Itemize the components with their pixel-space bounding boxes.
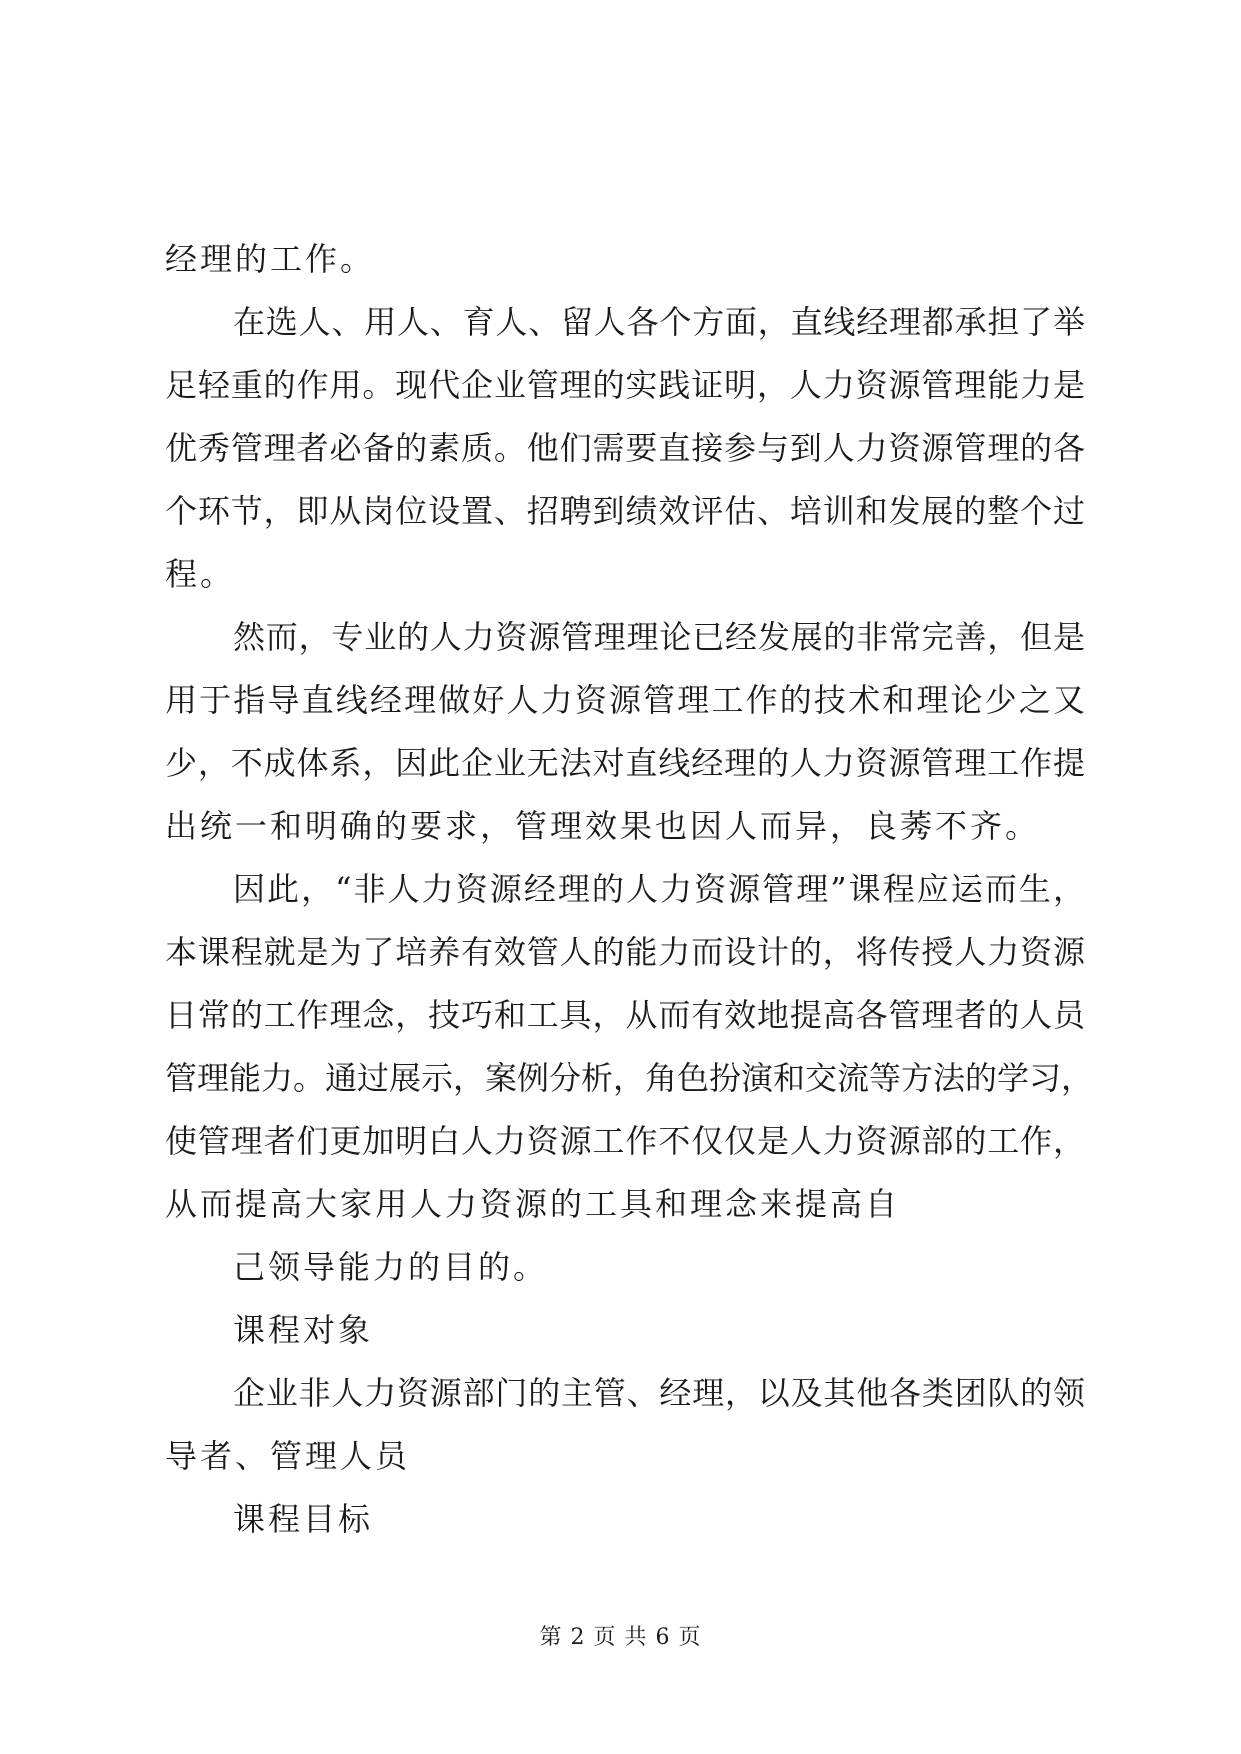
paragraph-line: 在选人、用人、育人、留人各个方面，直线经理都承担了举 <box>233 303 1085 341</box>
section-heading: 课程对象 <box>233 1311 374 1349</box>
text-line: 经理的工作。 <box>165 240 376 278</box>
paragraph-line: 出统一和明确的要求，管理效果也因人而异，良莠不齐。 <box>165 807 1041 845</box>
paragraph-line: 因此，“非人力资源经理的人力资源管理”课程应运而生， <box>233 870 1085 908</box>
paragraph-line: 程。 <box>165 555 236 593</box>
paragraph-line: 本课程就是为了培养有效管人的能力而设计的，将传授人力资源 <box>165 933 1085 971</box>
paragraph-line: 从而提高大家用人力资源的工具和理念来提高自 <box>165 1185 901 1223</box>
paragraph-line: 足轻重的作用。现代企业管理的实践证明，人力资源管理能力是 <box>165 366 1085 404</box>
paragraph-line: 然而，专业的人力资源管理理论已经发展的非常完善，但是 <box>233 618 1085 656</box>
document-body <box>165 228 1094 1551</box>
paragraph-line: 使管理者们更加明白人力资源工作不仅仅是人力资源部的工作， <box>165 1122 1085 1160</box>
paragraph-line: 导者、管理人员 <box>165 1437 411 1475</box>
paragraph-line: 少，不成体系，因此企业无法对直线经理的人力资源管理工作提 <box>165 744 1085 782</box>
paragraph-line: 己领导能力的目的。 <box>233 1248 549 1286</box>
section-heading: 课程目标 <box>233 1500 374 1538</box>
page-footer: 第 2 页 共 6 页 <box>539 1625 702 1650</box>
paragraph-line: 优秀管理者必备的素质。他们需要直接参与到人力资源管理的各 <box>165 429 1085 467</box>
paragraph-line: 日常的工作理念，技巧和工具，从而有效地提高各管理者的人员 <box>165 996 1085 1034</box>
paragraph-line: 管理能力。通过展示，案例分析，角色扮演和交流等方法的学习， <box>165 1059 1094 1097</box>
paragraph-line: 用于指导直线经理做好人力资源管理工作的技术和理论少之又 <box>165 681 1085 719</box>
paragraph-line: 企业非人力资源部门的主管、经理，以及其他各类团队的领 <box>233 1374 1085 1412</box>
paragraph-line: 个环节，即从岗位设置、招聘到绩效评估、培训和发展的整个过 <box>165 492 1085 530</box>
